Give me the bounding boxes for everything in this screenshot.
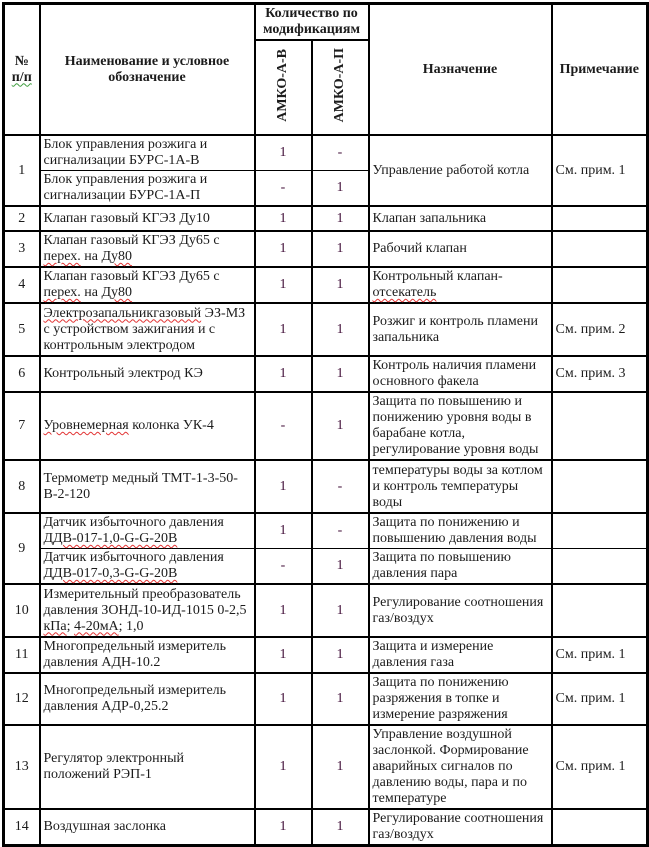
row-number-cell: 8 <box>4 460 40 513</box>
qty-amko-a-p-cell: 1 <box>312 356 369 392</box>
cell-text: Датчик избыточного давления <box>43 550 224 565</box>
name-cell <box>40 267 255 303</box>
purpose-cell <box>369 392 552 460</box>
misspelled-text: 4-20мА <box>74 618 119 634</box>
name-cell <box>40 584 255 637</box>
amko-a-p-label: АМКО-А-П <box>332 47 347 123</box>
cell-text: Клапан газовый КГЭЗ Ду65 с <box>43 269 220 284</box>
name-cell <box>40 303 255 356</box>
cell-text: Многопредельный измеритель давления АДР-0,25.2 <box>43 683 227 714</box>
purpose-cell <box>369 267 552 303</box>
cell-text: Клапан газовый КГЭЗ Ду10 <box>43 210 210 226</box>
table-header <box>4 4 648 136</box>
note-cell <box>552 809 648 846</box>
table-row <box>4 135 648 171</box>
purpose-cell <box>369 513 552 549</box>
qty-amko-a-v-cell: 1 <box>255 206 312 231</box>
table-row <box>4 303 648 356</box>
cell-text: Регулятор электронный положений РЭП-1 <box>43 751 185 782</box>
qty-amko-a-v-cell: 1 <box>255 673 312 725</box>
qty-amko-a-p-cell: 1 <box>312 673 369 725</box>
table-row <box>4 673 648 725</box>
purpose-cell <box>369 356 552 392</box>
qty-amko-a-p-cell: 1 <box>312 231 369 267</box>
name-cell <box>40 392 255 460</box>
note-cell: См. прим. 1 <box>552 637 648 673</box>
qty-amko-a-v-cell: 1 <box>255 584 312 637</box>
name-cell <box>40 231 255 267</box>
table-row <box>4 206 648 231</box>
qty-amko-a-p-cell: 1 <box>312 549 369 585</box>
cell-text: Клапан запальника <box>372 210 487 226</box>
cell-text: ЭЗ-МЗ с устройством зажигания и с контрольным электродом <box>43 305 246 353</box>
cell-text: Клапан газовый КГЭЗ Ду65 с <box>43 233 220 248</box>
row-number-cell: 13 <box>4 725 40 809</box>
misspelled-text: ДДВ-017-1,0-G-G-20В <box>43 531 178 546</box>
table-row <box>4 584 648 637</box>
col-header-amko-a-p <box>312 40 369 135</box>
cell-text: на <box>80 285 102 300</box>
table-row <box>4 809 648 846</box>
cell-text: Блок управления розжига и сигнализации БУРС-1А-В <box>43 137 208 168</box>
col-header-amko-a-v <box>255 40 312 135</box>
cell-text: Розжиг и контроль пламени запальника <box>372 313 538 345</box>
qty-amko-a-p-cell: 1 <box>312 725 369 809</box>
cell-text: на <box>80 249 102 264</box>
misspelled-text: Ду80 <box>101 285 133 300</box>
cell-text: Регулирование соотношения газ/воздух <box>372 594 544 626</box>
row-number-cell: 9 <box>4 513 40 584</box>
num-header-line2: п/п <box>11 69 32 85</box>
qty-amko-a-v-cell: 1 <box>255 135 312 171</box>
row-number-cell: 10 <box>4 584 40 637</box>
cell-text: Защита и измерение давления газа <box>372 639 494 670</box>
misspelled-text: Электрозапальникгазовый <box>43 305 202 321</box>
note-cell <box>552 460 648 513</box>
table-row <box>4 637 648 673</box>
qty-amko-a-p-cell: 1 <box>312 392 369 460</box>
qty-amko-a-p-cell: - <box>312 513 369 549</box>
purpose-cell <box>369 549 552 585</box>
qty-amko-a-p-cell: 1 <box>312 584 369 637</box>
name-cell <box>40 206 255 231</box>
misspelled-text: перех. <box>43 285 81 300</box>
name-cell <box>40 809 255 846</box>
qty-amko-a-v-cell: 1 <box>255 303 312 356</box>
cell-text: ; 1,0 <box>118 618 144 634</box>
cell-text: Контроль наличия пламени основного факела <box>372 358 537 389</box>
name-cell <box>40 725 255 809</box>
row-number-cell: 4 <box>4 267 40 303</box>
table-row <box>4 460 648 513</box>
row-number-cell: 5 <box>4 303 40 356</box>
components-table <box>2 2 649 847</box>
name-cell <box>40 356 255 392</box>
cell-text: Датчик избыточного давления <box>43 515 224 530</box>
col-header-qty-group: Количество по модификациям <box>255 4 369 41</box>
misspelled-text: перех. <box>43 249 81 264</box>
col-header-num <box>4 4 40 136</box>
qty-amko-a-v-cell: 1 <box>255 267 312 303</box>
note-cell <box>552 392 648 460</box>
name-cell <box>40 673 255 725</box>
cell-text: Защита по повышению и понижению уровня воды в барабане котла, регулирование уровня воды <box>372 394 539 457</box>
row-number-cell: 12 <box>4 673 40 725</box>
qty-amko-a-v-cell: 1 <box>255 460 312 513</box>
qty-amko-a-p-cell: 1 <box>312 809 369 846</box>
note-cell <box>552 584 648 637</box>
note-cell <box>552 231 648 267</box>
table-row <box>4 356 648 392</box>
qty-amko-a-v-cell: - <box>255 549 312 585</box>
name-cell <box>40 135 255 171</box>
table-row <box>4 513 648 549</box>
misspelled-text: отсекатель <box>372 285 437 300</box>
purpose-cell <box>369 206 552 231</box>
cell-text: температуры воды за котлом и контроль температуры воды <box>372 462 543 510</box>
cell-text: Контрольный клапан- <box>372 269 503 284</box>
col-header-note: Примечание <box>552 4 648 136</box>
row-number-cell: 7 <box>4 392 40 460</box>
row-number-cell: 14 <box>4 809 40 846</box>
table-row <box>4 725 648 809</box>
qty-amko-a-v-cell: 1 <box>255 356 312 392</box>
purpose-cell <box>369 584 552 637</box>
note-cell: См. прим. 1 <box>552 673 648 725</box>
name-cell <box>40 171 255 207</box>
name-cell <box>40 549 255 585</box>
table-row <box>4 231 648 267</box>
name-cell <box>40 637 255 673</box>
num-header-line1: № <box>14 53 29 69</box>
note-cell <box>552 206 648 231</box>
qty-amko-a-v-cell: 1 <box>255 637 312 673</box>
row-number-cell: 2 <box>4 206 40 231</box>
name-cell <box>40 460 255 513</box>
cell-text: Измерительный преобразователь давления ЗОНД-10-ИД-1015 0-2,5 <box>43 586 247 618</box>
note-cell: См. прим. 3 <box>552 356 648 392</box>
cell-text: Многопредельный измеритель давления АДН-10.2 <box>43 639 227 670</box>
misspelled-text: Уровнемерная <box>43 418 129 433</box>
cell-text: Термометр медный ТМТ-1-3-50-В-2-120 <box>43 470 238 502</box>
header-row-1 <box>4 4 648 41</box>
purpose-cell <box>369 460 552 513</box>
row-number-cell: 3 <box>4 231 40 267</box>
cell-text: Управление работой котла <box>372 162 530 178</box>
qty-amko-a-p-cell: - <box>312 135 369 171</box>
amko-a-v-label: АМКО-А-В <box>275 48 290 122</box>
cell-text: Защита по понижению и повышению давления воды <box>372 515 537 546</box>
qty-amko-a-p-cell: 1 <box>312 303 369 356</box>
cell-text: Блок управления розжига и сигнализации БУРС-1А-П <box>43 172 208 203</box>
row-number-cell: 11 <box>4 637 40 673</box>
note-cell: См. прим. 1 <box>552 725 648 809</box>
purpose-cell <box>369 231 552 267</box>
row-number-cell: 1 <box>4 135 40 206</box>
cell-text: Управление воздушной заслонкой. Формирование аварийных сигналов по давлению воды, пара и по температуре <box>372 727 529 806</box>
qty-amko-a-v-cell: 1 <box>255 809 312 846</box>
table-body <box>4 135 648 846</box>
cell-text: Защита по повышению давления пара <box>372 550 511 581</box>
row-number-cell: 6 <box>4 356 40 392</box>
qty-amko-a-p-cell: - <box>312 460 369 513</box>
name-cell <box>40 513 255 549</box>
purpose-cell <box>369 725 552 809</box>
cell-text: Рабочий клапан <box>372 241 467 256</box>
note-cell: См. прим. 2 <box>552 303 648 356</box>
qty-amko-a-p-cell: 1 <box>312 267 369 303</box>
col-header-purpose: Назначение <box>369 4 552 136</box>
qty-amko-a-p-cell: 1 <box>312 637 369 673</box>
cell-text: Защита по понижению разряжения в топке и измерение разряжения <box>372 675 509 722</box>
note-cell <box>552 549 648 585</box>
cell-text: Воздушная заслонка <box>43 819 166 834</box>
note-cell <box>552 513 648 549</box>
qty-amko-a-v-cell: - <box>255 171 312 207</box>
cell-text: ; <box>66 618 75 634</box>
table-row <box>4 267 648 303</box>
cell-text: Контрольный электрод КЭ <box>43 366 203 381</box>
qty-amko-a-v-cell: 1 <box>255 513 312 549</box>
cell-text: Регулирование соотношения газ/воздух <box>372 811 544 842</box>
table-row <box>4 392 648 460</box>
cell-text: колонка УК-4 <box>128 418 214 433</box>
purpose-cell <box>369 809 552 846</box>
note-cell <box>552 267 648 303</box>
purpose-cell <box>369 637 552 673</box>
qty-amko-a-v-cell: 1 <box>255 231 312 267</box>
col-header-name: Наименование и условное обозначение <box>40 4 255 136</box>
qty-amko-a-p-cell: 1 <box>312 171 369 207</box>
qty-amko-a-v-cell: - <box>255 392 312 460</box>
misspelled-text: кПа <box>43 618 67 634</box>
purpose-cell <box>369 673 552 725</box>
table-row <box>4 549 648 585</box>
note-cell: См. прим. 1 <box>552 135 648 206</box>
misspelled-text: ДДВ-017-0,3-G-G-20В <box>43 566 178 581</box>
purpose-cell <box>369 303 552 356</box>
purpose-cell <box>369 135 552 206</box>
qty-amko-a-p-cell: 1 <box>312 206 369 231</box>
qty-amko-a-v-cell: 1 <box>255 725 312 809</box>
misspelled-text: Ду80 <box>101 249 133 264</box>
